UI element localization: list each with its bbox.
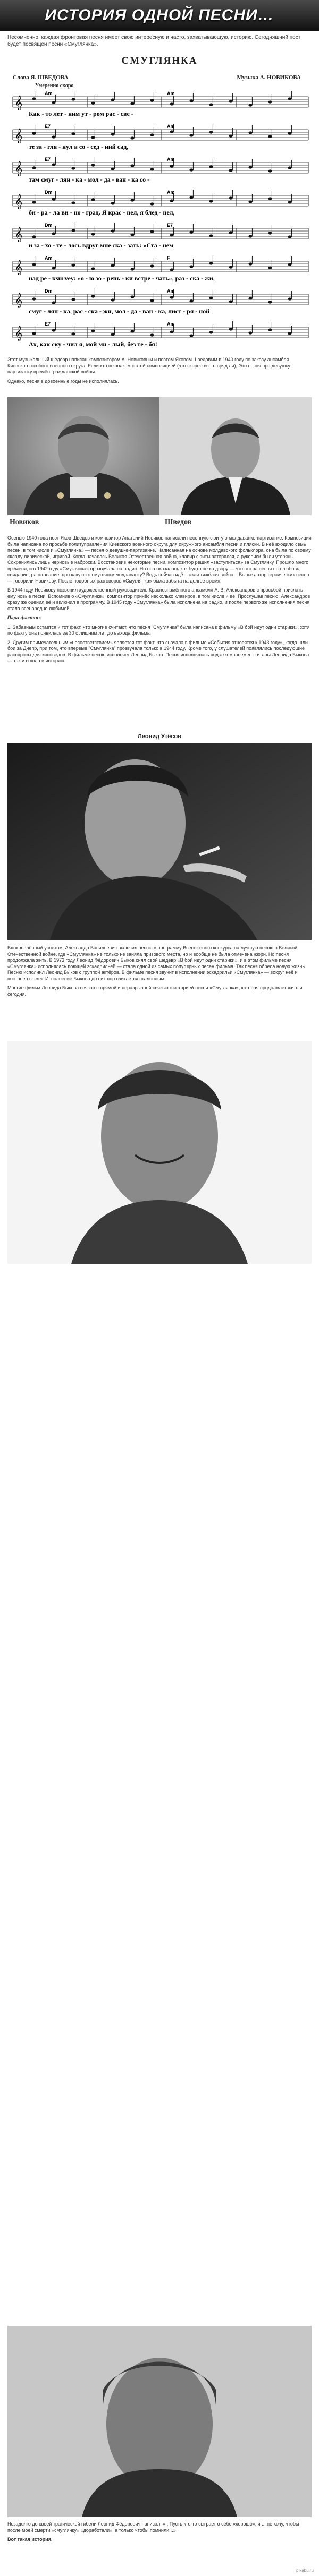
note-head — [229, 169, 232, 172]
note-head — [71, 98, 75, 100]
note-head — [268, 100, 272, 103]
paragraph-text: В 1944 году Новикову позвонил художественный руководитель Краснознамённого ансамбля А. В. Александров с просьбой прислать ему новые песни. Вспомнив о «Смуглянке», композитор принёс несколько клавиров, в том числе и её. Прослушав песню, Александров сразу же оценил её и включил в программу. В 1945 году «Смуглянка» была исполнена на радио, и после первого же исполнения песня стала всенародно любимой. — [7, 587, 310, 611]
note-head — [130, 295, 134, 298]
note-head — [170, 130, 173, 133]
chord-label: Dm — [45, 288, 53, 294]
note-head — [288, 263, 291, 266]
chord-label: Dm — [45, 190, 53, 195]
chord-label: F — [167, 255, 170, 261]
note-head — [229, 266, 232, 268]
sheet-music — [7, 53, 312, 353]
chord-label: Am — [45, 91, 53, 96]
song-title: СМУГЛЯНКА — [121, 55, 198, 66]
note-head — [52, 163, 55, 166]
chord-label: Am — [167, 91, 175, 96]
note-head — [150, 264, 154, 267]
note-head — [111, 98, 114, 101]
chord-label: E7 — [45, 157, 51, 162]
note-head — [52, 267, 55, 269]
tempo-marking: Умеренно скоро — [35, 83, 74, 89]
note-head — [130, 199, 134, 201]
chord-label: Am — [167, 288, 175, 294]
music-staves — [7, 89, 312, 353]
note-head — [248, 200, 252, 203]
note-head — [189, 196, 193, 199]
film-still-image — [7, 743, 312, 940]
note-head — [91, 101, 95, 104]
note-head — [150, 202, 154, 205]
treble-clef-icon: 𝄞 — [15, 194, 23, 209]
note-head — [52, 232, 55, 235]
note-head — [130, 330, 134, 332]
note-head — [130, 268, 134, 270]
lyric-line: над ре - кsurvey: «о - ю зо - рень - ки встре - чать», раз - ска - жи, — [29, 275, 215, 282]
note-head — [209, 103, 213, 106]
treble-clef-icon: 𝄞 — [15, 95, 23, 110]
note-head — [130, 164, 134, 167]
note-head — [91, 198, 95, 201]
treble-clef-icon: 𝄞 — [15, 161, 23, 176]
note-head — [150, 99, 154, 101]
note-head — [288, 201, 291, 203]
lyric-line: смуг - лян - ка, рас - ска - жи, мол - да - ван - ка, лист - ря - ной — [29, 307, 210, 315]
chord-label: E7 — [45, 124, 51, 129]
note-head — [268, 266, 272, 269]
photo-novikov — [7, 397, 160, 515]
note-head — [189, 334, 193, 337]
portrait-image — [7, 1041, 312, 1264]
note-head — [229, 328, 232, 330]
chord-label: E7 — [45, 321, 51, 327]
paragraph-text: Однако, песня в довоенные годы не исполнялась. — [7, 378, 119, 384]
note-head — [288, 97, 291, 100]
note-head — [288, 132, 291, 134]
paragraph-text: Осенью 1940 года поэт Яков Шведов и композитор Анатолий Новиков написали песенную сюиту о молдаванке-партизанке. Композиция была написана по просьбе политуправления Киевского военного округа для окружного ансамбля песни и пляски. В неё входило семь песен, в том числе и «Смуглянка» — песня о девушке-партизанке. Написанная на основе молдавского фольклора, она была по своему складу лирической, игривой. Когда началась Великая Отечественная война, клавир сюиты затерялся, а рукописи были утеряны. Сохранились лишь черновые наброски. Восстановив некоторые песни, композитор решил «заступиться» за Смуглянку. Прошло много времени, и в 1942 году «Смуглянка» прозвучала на радио. Но она оказалась как будто не ко двору — что это за песня про любовь, свидание, расставание, про какую-то смуглянку-молдаванку? Ведь сейчас идёт такая тяжёлая война... Вы же автор героических песен — говорили Новикову. После подобных разговоров «Смуглянка» была забыта на долгое время. — [7, 535, 312, 584]
fact-item: 1. Забавным остается и тот факт, что многие считают, что песня "Смуглянка" была написана к фильму «В бой идут одни старики», хотя по факту она появилась за 30 с лишним лет до выхода фильма. — [7, 624, 310, 636]
chord-label: Am — [167, 124, 175, 129]
note-head — [189, 299, 193, 302]
note-head — [170, 330, 173, 333]
note-head — [248, 262, 252, 265]
facts-title: Пара фактов: — [7, 615, 41, 620]
note-head — [268, 135, 272, 138]
note-head — [52, 198, 55, 200]
lyric-line: би - ра - ла ви - но - град. Я крас - нел, я блед - нел, — [29, 209, 175, 216]
note-head — [288, 166, 291, 169]
note-head — [52, 329, 55, 331]
note-head — [229, 196, 232, 199]
lyric-line: Как - то лет - ним ут - ром рас - све - — [29, 110, 133, 117]
chord-label: Am — [167, 157, 175, 162]
note-head — [32, 263, 36, 266]
note-head — [71, 167, 75, 169]
treble-clef-icon: 𝄞 — [15, 227, 23, 242]
note-head — [32, 97, 36, 100]
note-head — [111, 133, 114, 135]
note-head — [91, 267, 95, 270]
note-head — [248, 131, 252, 134]
note-head — [150, 299, 154, 302]
note-head — [248, 104, 252, 106]
note-head — [150, 133, 154, 136]
note-head — [268, 232, 272, 234]
note-head — [229, 100, 232, 102]
note-head — [130, 136, 134, 139]
lyricist-credit: Слова Я. ШВЕДОВА — [13, 74, 69, 81]
note-head — [111, 202, 114, 204]
note-head — [111, 229, 114, 232]
note-head — [209, 262, 213, 264]
note-head — [170, 296, 173, 298]
treble-clef-icon: 𝄞 — [15, 260, 23, 275]
note-head — [189, 230, 193, 233]
note-head — [71, 229, 75, 232]
article-paragraph-4 — [7, 2521, 312, 2546]
portrait-image — [160, 397, 312, 515]
note-head — [32, 297, 36, 300]
note-head — [71, 298, 75, 301]
note-head — [209, 331, 213, 333]
note-head — [111, 298, 114, 301]
paragraph-text: Этот музыкальный шедевр написан композитором А. Новиковым и поэтом Яковом Шведовым в 1940 году по заказу ансамбля Киевского особого военного округа. Если кто не знаком с этой композицией (что скорее всего вряд ли), Это песня про девушку-партизанку времён гражданской войны. — [7, 357, 292, 374]
treble-clef-icon: 𝄞 — [15, 293, 23, 307]
note-head — [91, 329, 95, 332]
chord-label: Am — [45, 255, 53, 261]
note-head — [268, 197, 272, 200]
paragraph-text: Вдохновлённый успехом, Александр Васильевич включил песню в программу Всесоюзного конкурса на лучшую песню о Великой Отечественной войне, где «Смуглянка» не только не заняла призового места, но и вообще не была отмечена жюри. Но песня продолжала жить. В 1973 году Леонид Фёдорович Быков снял свой шедевр «В бой идут одни старики», и в этом фильме песня «Смуглянка» исполнялась поющей эскадрильей — стала одной из самых популярных песен фильма. Так песня обрела новую жизнь. Песню исполнил Леонид Быков с группой актёров. В фильме песня звучит в исполнении эскадрильи «Смуглянка» — вокруг неё и построен сюжет. Исполнение Быкова до сих пор считается эталонным. — [7, 945, 306, 981]
note-head — [111, 167, 114, 170]
photo-bykov-portrait — [7, 1041, 312, 1264]
composer-credit: Музыка А. НОВИКОВА — [237, 74, 301, 81]
note-head — [52, 301, 55, 304]
note-head — [209, 131, 213, 133]
note-head — [111, 333, 114, 336]
caption-utesov: Леонид Утёсов — [138, 733, 181, 740]
chord-label: Am — [167, 190, 175, 195]
note-head — [111, 264, 114, 267]
note-head — [150, 333, 154, 336]
photo-bykov-pilot — [7, 2326, 312, 2517]
chord-label: E7 — [167, 222, 173, 228]
chord-label: Dm — [45, 222, 53, 228]
note-head — [189, 168, 193, 171]
note-head — [32, 235, 36, 238]
note-head — [209, 234, 213, 237]
note-head — [229, 231, 232, 234]
note-head — [32, 201, 36, 203]
note-head — [52, 101, 55, 104]
note-head — [130, 233, 134, 236]
note-head — [91, 164, 95, 166]
note-head — [32, 166, 36, 169]
lyric-line: и за - хо - те - лось вдруг мне ска - зать: «Ста - нем — [29, 242, 174, 249]
note-head — [32, 332, 36, 335]
fact-item: 2. Другим примечательным «несоответствием» является тот факт, что сначала в фильме «События относятся к 1943 году», когда шли бои за Днепр, при том, что впервые "Смуглянка" прозвучала только в 1944 году. Кроме того, у слушателей появлялись поcледующие расспросы для киноведов. В фильме песню исполняет Леонид Быков. Песня исполнялась под аккомпанемент гитары Леонида Быкова — так и вошла в историю. — [7, 639, 309, 663]
note-head — [248, 297, 252, 299]
note-head — [268, 328, 272, 331]
site-watermark: pikabu.ru — [296, 2568, 314, 2573]
caption-novikov: Новиков — [10, 518, 39, 526]
intro-text: Несомненно, каждая фронтовая песня имеет свою интересную и часто, захватывающую, историю. Сегодняшний пост будет посвящен песни «Смуглянка». — [7, 35, 301, 47]
note-head — [71, 132, 75, 135]
note-head — [229, 134, 232, 137]
treble-clef-icon: 𝄞 — [15, 128, 23, 143]
note-head — [229, 300, 232, 303]
article-paragraph-2 — [7, 535, 312, 667]
note-head — [52, 135, 55, 138]
lyric-line: те за - гля - нул в со - сед - ний сад, — [29, 143, 129, 150]
note-head — [189, 134, 193, 136]
note-head — [288, 332, 291, 335]
article-paragraph-1 — [7, 357, 312, 388]
note-head — [209, 165, 213, 168]
note-head — [288, 297, 291, 300]
header-banner — [0, 0, 319, 31]
photo-shvedov — [160, 397, 312, 515]
note-head — [91, 136, 95, 139]
note-head — [91, 295, 95, 297]
note-head — [288, 235, 291, 238]
note-head — [248, 331, 252, 334]
note-head — [91, 233, 95, 235]
note-head — [71, 263, 75, 266]
paragraph-text: Многие фильм Леонида Быкова связан с прямой и неразрывной связью с историей песни «Смуглянка», которая продолжает жить и сегодня. — [7, 985, 303, 997]
note-head — [248, 235, 252, 237]
caption-shvedov: Шведов — [165, 518, 192, 526]
article-paragraph-3 — [7, 945, 312, 1000]
note-head — [268, 301, 272, 303]
note-head — [170, 268, 173, 271]
note-head — [248, 166, 252, 168]
note-head — [150, 230, 154, 233]
ending-text: Вот такая история. — [7, 2537, 53, 2542]
chord-label: Am — [167, 321, 175, 327]
note-head — [32, 132, 36, 134]
portrait-image — [7, 397, 160, 515]
paragraph-text: Незадолго до своей трагической гибели Леонид Фёдорович написал: «...Пусть кто-то сыграет о себе «хорошо», я ... не хочу, чтобы после моей смерти «смуглянку» «доработали», а только чтобы помнили...» — [7, 2521, 299, 2533]
page-title: ИСТОРИЯ ОДНОЙ ПЕСНИ… — [45, 6, 274, 24]
note-head — [130, 102, 134, 105]
note-head — [71, 201, 75, 204]
lyric-line: Ах, как ску - чил я, мой ми - лый, без те - бя! — [29, 340, 157, 348]
note-head — [150, 168, 154, 170]
note-head — [170, 102, 173, 105]
note-head — [189, 99, 193, 102]
note-head — [170, 234, 173, 236]
note-head — [268, 169, 272, 172]
photo-bykov-smoking — [7, 743, 312, 940]
note-head — [170, 199, 173, 202]
note-head — [209, 200, 213, 202]
film-still-image — [7, 2326, 312, 2517]
treble-clef-icon: 𝄞 — [15, 326, 23, 340]
note-head — [209, 296, 213, 299]
note-head — [71, 332, 75, 335]
note-head — [189, 265, 193, 268]
note-head — [170, 165, 173, 167]
lyric-line: там смуг - лян - ка - мол - да - ван - ка со - — [29, 176, 150, 183]
